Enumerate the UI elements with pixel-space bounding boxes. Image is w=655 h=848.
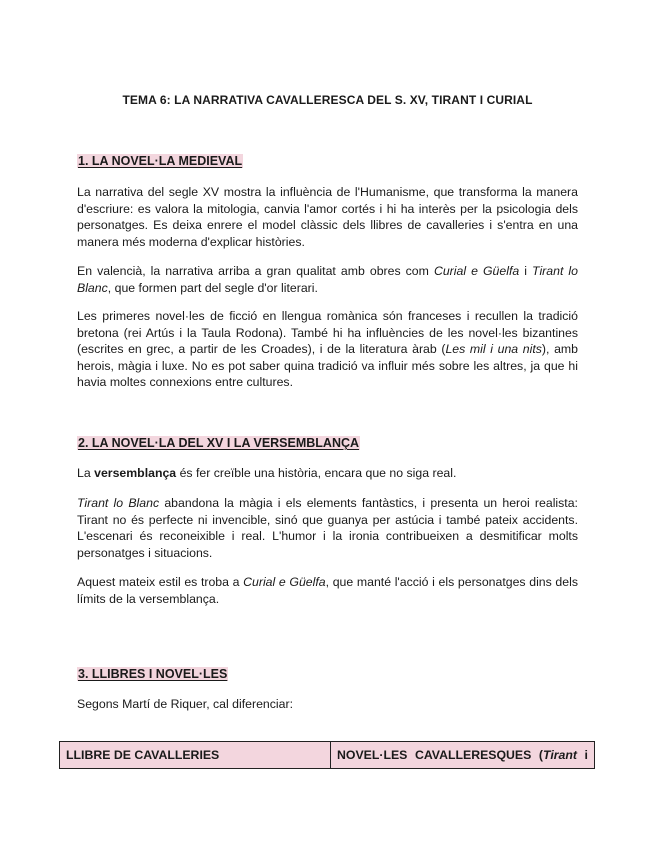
page-title: TEMA 6: LA NARRATIVA CAVALLERESCA DEL S. XV, TIRANT I CURIAL	[122, 93, 533, 107]
table-header-row	[60, 742, 595, 769]
paragraph-primeres-novelles: Les primeres novel·les de ficció en llengua romànica són franceses i recullen la tradició bretona (rei Artús i la Taula Rodona). També hi ha influències de les novel·les bizantines (escrites en grec, a partir de les Croades), i de la literatura àrab (Les mil i una nits), amb herois, màgia i luxe. No es pot saber quina tradició va influir més sobre les altres, ja que hi havia moltes connexions entre cultures.	[77, 309, 578, 389]
comparison-table	[59, 741, 595, 769]
paragraph-valencia: En valencià, la narrativa arriba a gran qualitat amb obres com Curial e Güelfa i Tirant lo Blanc, que formen part del segle d'or literari.	[77, 264, 578, 295]
riquer-intro: Segons Martí de Riquer, cal diferenciar:	[77, 697, 293, 711]
section-heading-3: 3. LLIBRES I NOVEL·LES	[78, 667, 228, 681]
table-header-novelles: NOVEL·LES CAVALLERESQUES (Tirant i	[331, 742, 595, 769]
paragraph-curial: Aquest mateix estil es troba a Curial e Güelfa, que manté l'acció i els personatges dins dels límits de la versemblança.	[77, 575, 578, 606]
section-heading-1: 1. LA NOVEL·LA MEDIEVAL	[78, 154, 243, 168]
table-header-llibre: LLIBRE DE CAVALLERIES	[60, 742, 331, 769]
paragraph-versemblanca-def: La versemblança és fer creïble una història, encara que no siga real.	[77, 466, 457, 480]
paragraph-humanisme: La narrativa del segle XV mostra la influència de l'Humanisme, que transforma la manera d'escriure: es valora la mitologia, canvia l'amor cortés i hi ha interès per la psicologia dels personatges. Es deixa enrere el model clàssic dels llibres de cavalleries i s'entra en una manera més moderna d'explicar històries.	[77, 185, 578, 249]
paragraph-tirant: Tirant lo Blanc abandona la màgia i els elements fantàstics, i presenta un heroi realista: Tirant no és perfecte ni invencible, sinó que guanya per astúcia i també pateix accidents. L'escenari és reconeixible i real. L'humor i la ironia contribueixen a desmitificar molts personatges i situacions.	[77, 496, 578, 560]
section-heading-2: 2. LA NOVEL·LA DEL XV I LA VERSEMBLANÇA	[78, 436, 360, 450]
